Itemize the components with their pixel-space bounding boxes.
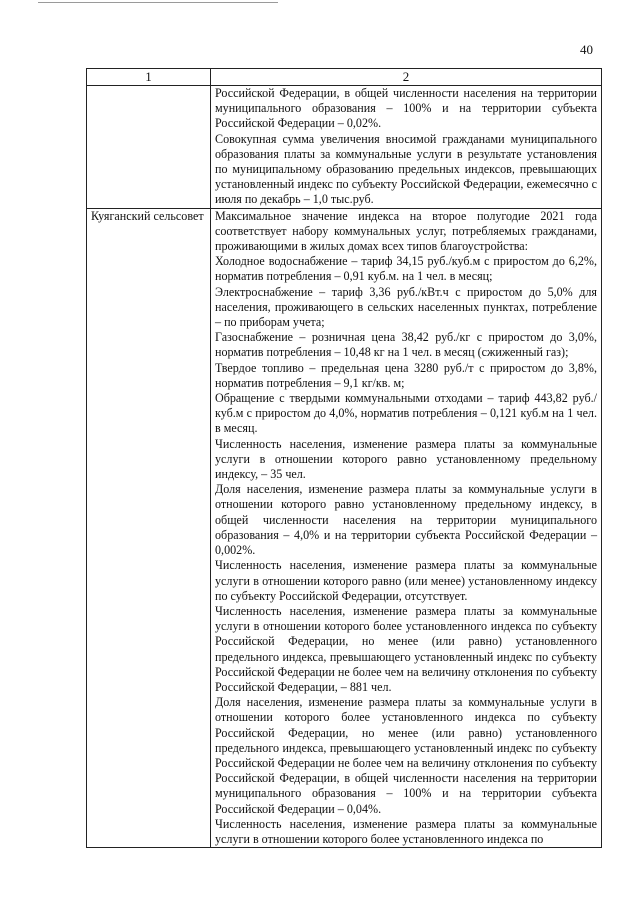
municipality-name: Куяганский сельсовет bbox=[91, 208, 204, 223]
page-number: 40 bbox=[580, 42, 593, 57]
table-row bbox=[87, 208, 602, 848]
paragraph: Доля населения, изменение размера платы за коммунальные услуги в отношении которого равно установленному предельному индексу, в общей численности населения на территории муниципального образования – 4,0% и на территории субъекта Российской Федерации – 0,002%. bbox=[215, 482, 597, 558]
paragraph: Российской Федерации, в общей численности населения на территории муниципального образования – 100% и на территории субъекта Российской Федерации – 0,02%. bbox=[215, 86, 597, 131]
municipality-cell bbox=[87, 86, 211, 209]
paragraph: Твердое топливо – предельная цена 3280 руб./т с приростом до 3,8%, норматив потребления – 9,1 кг/кв. м; bbox=[215, 360, 597, 390]
paragraph: Численность населения, изменение размера платы за коммунальные услуги в отношении которого более установленного индекса по bbox=[215, 816, 597, 846]
paragraph: Холодное водоснабжение – тариф 34,15 руб./куб.м с приростом до 6,2%, норматив потребления – 0,91 куб.м. на 1 чел. в месяц; bbox=[215, 254, 597, 284]
description-cell bbox=[211, 208, 602, 848]
data-table bbox=[86, 68, 602, 848]
header-col-2: 2 bbox=[211, 69, 602, 86]
paragraph: Электроснабжение – тариф 3,36 руб./кВт.ч с приростом до 5,0% для населения, проживающего в сельских населенных пунктах, потребление – по приборам учета; bbox=[215, 284, 597, 330]
table-row bbox=[87, 86, 602, 209]
paragraph: Численность населения, изменение размера платы за коммунальные услуги в отношении которого более установленного индекса по субъекту Российской Федерации, но менее (или равно) установленного предельного индекса, превышающего установленный индекс по субъекту Российской Федерации не более чем на величину отклонения по субъекту Российской Федерации, – 881 чел. bbox=[215, 603, 597, 694]
paragraph: Газоснабжение – розничная цена 38,42 руб./кг с приростом до 3,0%, норматив потребления – 10,48 кг на 1 чел. в месяц (сжиженный газ); bbox=[215, 330, 597, 360]
paragraph: Численность населения, изменение размера платы за коммунальные услуги в отношении которого равно (или менее) установленному индексу по субъекту Российской Федерации, отсутствует. bbox=[215, 558, 597, 603]
description-cell bbox=[211, 86, 602, 209]
paragraph: Обращение с твердыми коммунальными отходами – тариф 443,82 руб./куб.м с приростом до 4,0%, норматив потребления – 0,121 куб.м на 1 чел. в месяц. bbox=[215, 391, 597, 436]
table-header-row bbox=[87, 69, 602, 86]
paragraph: Максимальное значение индекса на второе полугодие 2021 года соответствует набору коммунальных услуг, потребляемых гражданами, проживающими в жилых домах всех типов благоустройства: bbox=[215, 208, 597, 254]
municipality-cell bbox=[87, 208, 211, 848]
top-rule bbox=[38, 2, 278, 3]
paragraph: Доля населения, изменение размера платы за коммунальные услуги в отношении которого более установленного индекса по субъекту Российской Федерации, но менее (или равно) установленного предельного индекса, превышающего установленный индекс по субъекту Российской Федерации не более чем на величину отклонения по субъекту Российской Федерации, в общей численности населения на территории муниципального образования – 100% и на территории субъекта Российской Федерации – 0,04%. bbox=[215, 695, 597, 816]
paragraph: Совокупная сумма увеличения вносимой гражданами муниципального образования платы за коммунальные услуги в результате установления по муниципальному образованию предельных индексов, превышающих установленный индекс по субъекту Российской Федерации, ежемесячно с июля по декабрь – 1,0 тыс.руб. bbox=[215, 131, 597, 207]
paragraph: Численность населения, изменение размера платы за коммунальные услуги в отношении которого равно установленному предельному индексу, – 35 чел. bbox=[215, 436, 597, 482]
header-col-1: 1 bbox=[87, 69, 211, 86]
